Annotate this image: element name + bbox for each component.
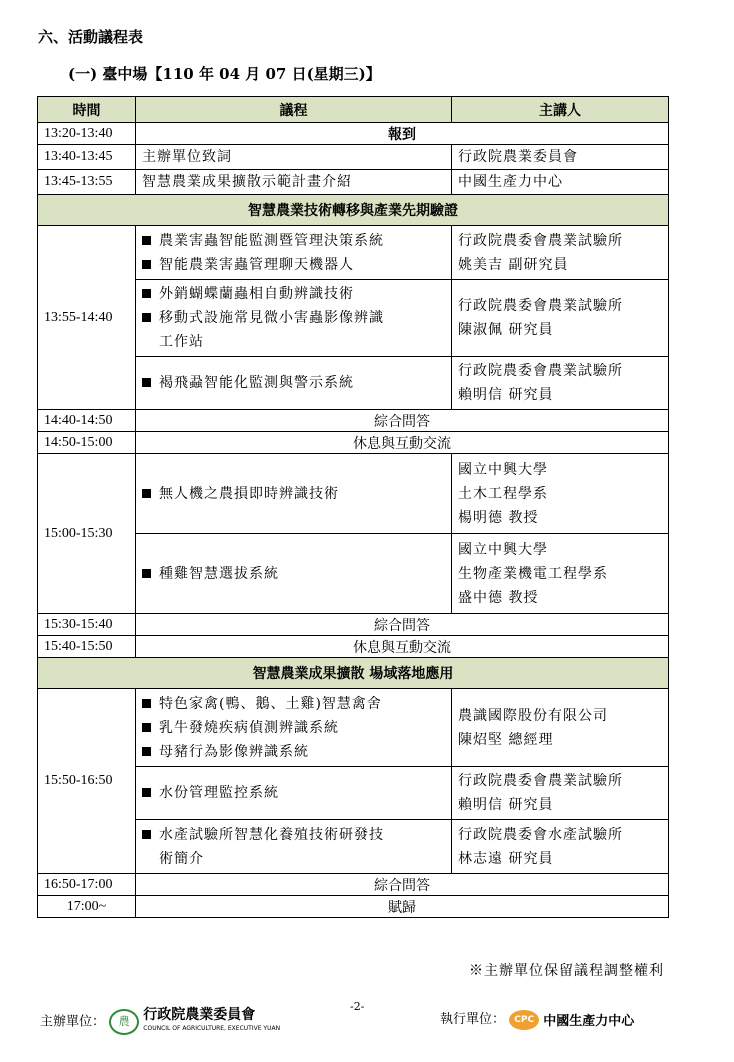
agenda-cell: 報到 — [136, 123, 669, 145]
time-cell: 15:30-15:40 — [38, 614, 136, 636]
executor — [440, 1008, 634, 1030]
speaker-dept: 土木工程學系 — [458, 485, 548, 502]
agenda-cell — [136, 767, 452, 820]
disclaimer-note: ※主辦單位保留議程調整權利 — [469, 963, 664, 979]
agenda-cell — [136, 454, 452, 534]
header-speaker: 主講人 — [452, 97, 669, 123]
speaker-person: 陳淑佩 研究員 — [458, 322, 554, 338]
agenda-cell: 智慧農業成果擴散示範計畫介紹 — [136, 170, 452, 195]
coa-logo-icon: 農 — [109, 1009, 139, 1035]
agenda-cell — [136, 820, 452, 874]
bullet-icon — [142, 378, 151, 387]
bullet-icon — [142, 289, 151, 298]
speaker-org: 行政院農委會農業試驗所 — [458, 232, 623, 249]
table-row — [38, 874, 669, 896]
speaker-org: 行政院農委會農業試驗所 — [458, 298, 623, 314]
agenda-cell — [136, 226, 452, 280]
agenda-item: 種雞智慧選拔系統 — [142, 562, 445, 586]
agenda-item: 外銷蝴蝶蘭蟲相自動辨識技術 — [142, 282, 445, 306]
agenda-table — [37, 96, 669, 918]
speaker-person: 陳炤堅 總經理 — [458, 731, 554, 748]
header-agenda: 議程 — [136, 97, 452, 123]
table-row — [38, 170, 669, 195]
executor-label: 執行單位： — [440, 1012, 506, 1027]
table-row — [38, 896, 669, 918]
time-cell: 13:45-13:55 — [38, 170, 136, 195]
agenda-item: 移動式設施常見微小害蟲影像辨識 — [142, 306, 445, 330]
organizer-label: 主辦單位： — [40, 1014, 106, 1030]
header-time: 時間 — [38, 97, 136, 123]
agenda-cell: 綜合問答 — [136, 614, 669, 636]
speaker-cell — [452, 226, 669, 280]
organizer-name-en: COUNCIL OF AGRICULTURE, EXECUTIVE YUAN — [143, 1025, 281, 1032]
agenda-cell — [136, 357, 452, 410]
speaker-cell — [452, 280, 669, 357]
agenda-item: 水份管理監控系統 — [142, 781, 445, 805]
speaker-cell: 行政院農業委員會 — [452, 145, 669, 170]
organizer-name: 行政院農業委員會 — [143, 1007, 256, 1023]
time-cell: 13:40-13:45 — [38, 145, 136, 170]
table-row — [38, 689, 669, 767]
table-row — [38, 145, 669, 170]
table-row — [38, 226, 669, 280]
agenda-item: 工作站 — [159, 334, 204, 350]
speaker-person: 林志遠 研究員 — [458, 850, 554, 867]
speaker-org: 農識國際股份有限公司 — [458, 707, 608, 724]
bullet-icon — [142, 260, 151, 269]
bullet-icon — [142, 313, 151, 322]
agenda-cell — [136, 280, 452, 357]
agenda-item: 農業害蟲智能監測暨管理決策系統 — [142, 229, 445, 253]
speaker-cell — [452, 767, 669, 820]
page-number: -2- — [350, 1000, 365, 1013]
agenda-item: 術簡介 — [159, 850, 204, 867]
agenda-cell: 休息與互動交流 — [136, 432, 669, 454]
header-row — [38, 97, 669, 123]
bullet-icon — [142, 830, 151, 839]
executor-name: 中國生產力中心 — [543, 1014, 635, 1029]
time-cell: 14:40-14:50 — [38, 410, 136, 432]
speaker-person: 賴明信 研究員 — [458, 387, 554, 403]
bullet-icon — [142, 236, 151, 245]
table-row — [38, 123, 669, 145]
speaker-org: 國立中興大學 — [458, 461, 548, 478]
agenda-item: 水產試驗所智慧化養殖技術研發技 — [142, 823, 445, 847]
time-cell: 13:20-13:40 — [38, 123, 136, 145]
agenda-cell — [136, 534, 452, 614]
agenda-item: 特色家禽(鴨、鵝、土雞)智慧禽舍 — [142, 692, 445, 716]
agenda-cell: 休息與互動交流 — [136, 636, 669, 658]
section-row — [38, 658, 669, 689]
time-cell: 15:50-16:50 — [38, 689, 136, 874]
speaker-person: 盛中德 教授 — [458, 589, 539, 606]
table-row — [38, 432, 669, 454]
speaker-org: 行政院農委會農業試驗所 — [458, 363, 623, 379]
section-heading: 智慧農業技術轉移與產業先期驗證 — [38, 195, 669, 226]
agenda-cell: 綜合問答 — [136, 410, 669, 432]
speaker-cell — [452, 454, 669, 534]
section-title: 六、活動議程表 — [38, 28, 144, 46]
bullet-icon — [142, 723, 151, 732]
time-cell: 17:00~ — [38, 896, 136, 918]
bullet-icon — [142, 489, 151, 498]
agenda-item: 智能農業害蟲管理聊天機器人 — [142, 253, 445, 277]
table-row — [38, 454, 669, 534]
time-cell: 15:00-15:30 — [38, 454, 136, 614]
section-heading: 智慧農業成果擴散 場域落地應用 — [38, 658, 669, 689]
agenda-cell: 主辦單位致詞 — [136, 145, 452, 170]
bullet-icon — [142, 569, 151, 578]
time-cell: 13:55-14:40 — [38, 226, 136, 410]
agenda-cell: 綜合問答 — [136, 874, 669, 896]
cpc-logo-icon: CPC — [509, 1010, 539, 1030]
table-row — [38, 410, 669, 432]
speaker-cell — [452, 689, 669, 767]
bullet-icon — [142, 699, 151, 708]
speaker-cell — [452, 820, 669, 874]
speaker-cell: 中國生產力中心 — [452, 170, 669, 195]
organizer — [40, 1008, 280, 1036]
agenda-cell — [136, 689, 452, 767]
table-row — [38, 614, 669, 636]
speaker-org: 行政院農委會農業試驗所 — [458, 773, 623, 789]
speaker-org: 國立中興大學 — [458, 541, 548, 558]
section-row — [38, 195, 669, 226]
time-cell: 14:50-15:00 — [38, 432, 136, 454]
agenda-item: 無人機之農損即時辨識技術 — [142, 482, 445, 506]
speaker-cell — [452, 357, 669, 410]
agenda-item: 母豬行為影像辨識系統 — [142, 740, 445, 764]
time-cell: 15:40-15:50 — [38, 636, 136, 658]
bullet-icon — [142, 788, 151, 797]
agenda-cell: 賦歸 — [136, 896, 669, 918]
speaker-person: 姚美吉 副研究員 — [458, 256, 569, 273]
bullet-icon — [142, 747, 151, 756]
agenda-item: 乳牛發燒疾病偵測辨識系統 — [142, 716, 445, 740]
time-cell: 16:50-17:00 — [38, 874, 136, 896]
organizer-logo-text — [143, 1008, 280, 1036]
table-row — [38, 636, 669, 658]
speaker-cell — [452, 534, 669, 614]
speaker-org: 行政院農委會水產試驗所 — [458, 826, 623, 843]
speaker-dept: 生物產業機電工程學系 — [458, 565, 608, 582]
sub-title: (一) 臺中場【110 年 04 月 07 日(星期三)】 — [68, 65, 381, 83]
agenda-item: 褐飛蝨智能化監測與警示系統 — [142, 371, 445, 395]
speaker-person: 賴明信 研究員 — [458, 797, 554, 813]
speaker-person: 楊明德 教授 — [458, 509, 539, 526]
